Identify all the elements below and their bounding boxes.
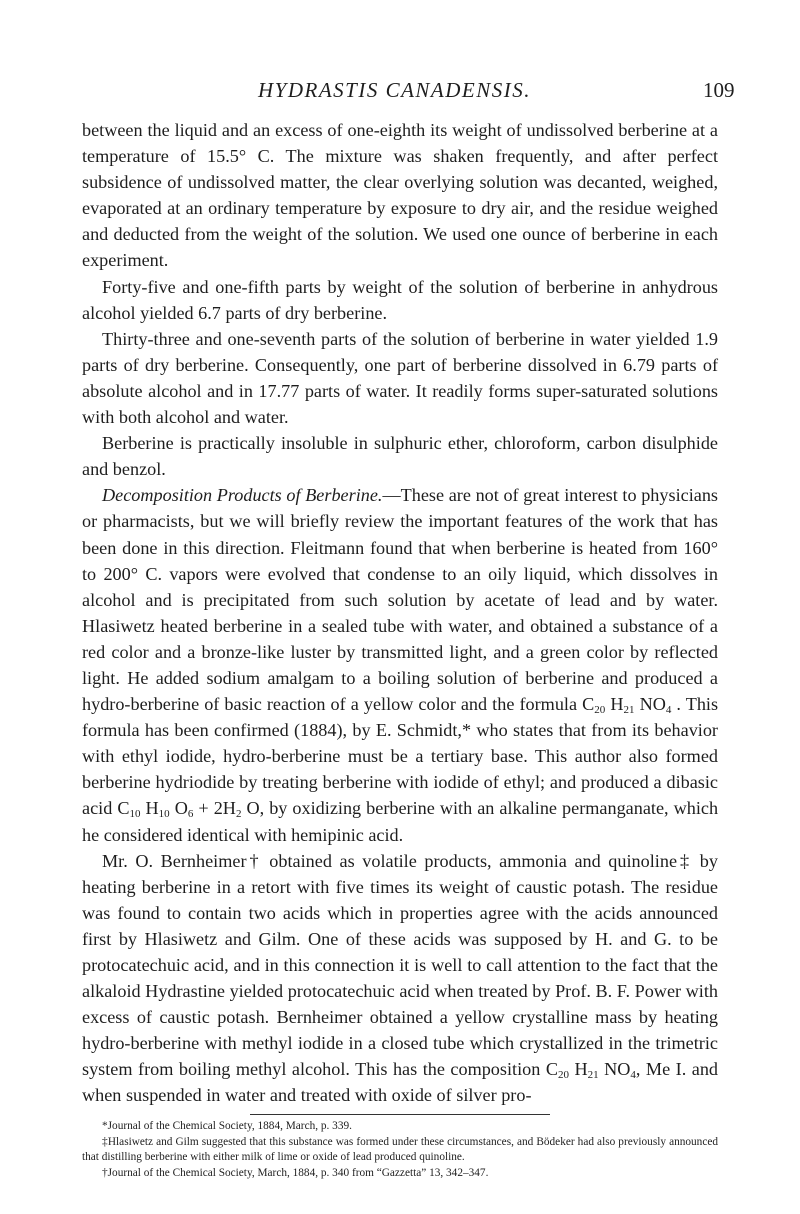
body-text — [82, 117, 718, 1109]
footnote-hlasiwetz-gilm: ‡Hlasiwetz and Gilm suggested that this substance was formed under these circumstances, and Bödeker had also previously announced that distilling berberine with either milk of lime or oxide of lead produced quinoline. — [82, 1135, 718, 1163]
footnote-divider — [250, 1114, 550, 1115]
formula-dibasic-acid: $C_{10}$ $H_{10}$ $O_6 + 2H_2$ O — [117, 798, 260, 821]
footnote-journal-340: †Journal of the Chemical Society, March, 1884, p. 340 from “Gazzetta” 13, 342–347. — [102, 1166, 489, 1179]
paragraph-bernheimer — [82, 848, 718, 1109]
formula-hydroberberine: $C_{20}$ $H_{21}$ $NO_4$ — [582, 694, 672, 717]
decomposition-text-3: , by oxidizing berberine with an alkaline permanganate, which he considered identical with hemipinic acid. — [82, 798, 719, 845]
bernheimer-text-1: Mr. O. Bernheimer† obtained as volatile products, ammonia and quinoline‡ by heating berberine in a retort with five times its weight of caustic potash. The residue was found to contain two acids which in properties agree with the acids announced first by Hlasiwetz and Gilm. One of these acids was supposed by H. and G. to be protocatechuic acid, and in this connection it is well to call attention to the fact that the alkaloid Hydrastine yielded protocatechuic acid when treated by Prof. B. F. Power with excess of caustic potash. Bernheimer obtained a yellow crystalline mass by heating hydro-berberine with methyl iodide in a closed tube which crystallized in the trimetric system from boiling methyl alcohol. This has the composition — [82, 850, 718, 1080]
section-heading-decomposition: Decomposition Products of Berberine. — [102, 485, 383, 506]
footnotes — [82, 1119, 718, 1181]
paragraph-alcohol-solution: Forty-five and one-fifth parts by weight of the solution of berberine in anhydrous alcohol yielded 6.7 parts of dry berberine. — [82, 276, 718, 323]
paragraph-water-solution: Thirty-three and one-seventh parts of the solution of berberine in water yielded 1.9 parts of dry berberine. Consequently, one part of berberine dissolved in 6.79 parts of absolute alcohol and in 17.77 parts of water. It readily forms super-saturated solutions with both alcohol and water. — [82, 328, 718, 428]
paragraph-decomposition-products — [82, 482, 718, 847]
running-title: HYDRASTIS CANADENSIS. — [258, 78, 531, 102]
paragraph-solubility-method: between the liquid and an excess of one-eighth its weight of undissolved berberine at a temperature of 15.5° C. The mixture was shaken frequently, and after perfect subsidence of undissolved matter, the clear overlying solution was decanted, weighed, evaporated at an ordinary temperature by exposure to dry air, and the residue weighed and deducted from the weight of the solution. We used one ounce of berberine in each experiment. — [82, 120, 718, 271]
decomposition-text-2: . This formula has been confirmed (1884), by E. Schmidt,* who states that from its behavior with ethyl iodide, hydro-berberine must be a tertiary base. This author also formed berberine hydriodide by treating berberine with iodide of ethyl; and produced a dibasic acid — [82, 694, 719, 819]
page-number: 109 — [703, 78, 735, 102]
formula-composition: $C_{20}$ $H_{21}$ $NO_4$ — [545, 1059, 636, 1082]
running-head — [0, 78, 800, 108]
paragraph-insolubility: Berberine is practically insoluble in sulphuric ether, chloroform, carbon disulphide and benzol. — [82, 433, 718, 480]
decomposition-text-1: —These are not of great interest to physicians or pharmacists, but we will briefly review the important features of the work that has been done in this direction. Fleitmann found that when berberine is heated from 160° to 200° C. vapors were evolved that condense to an oily liquid, which dissolves in alcohol and is precipitated from such solution by acetate of lead and by water. Hlasiwetz heated berberine in a sealed tube with water, and obtained a substance of a red color and a bronze-like luster by transmitted light, and a green color by reflected light. He added sodium amalgam to a boiling solution of berberine and produced a hydro-berberine of basic reaction of a yellow color and the formula — [82, 485, 718, 715]
bernheimer-text-2: , Me I. and when suspended in water and treated with oxide of silver pro- — [82, 1059, 719, 1106]
footnote-journal-339: *Journal of the Chemical Society, 1884, March, p. 339. — [102, 1120, 352, 1132]
